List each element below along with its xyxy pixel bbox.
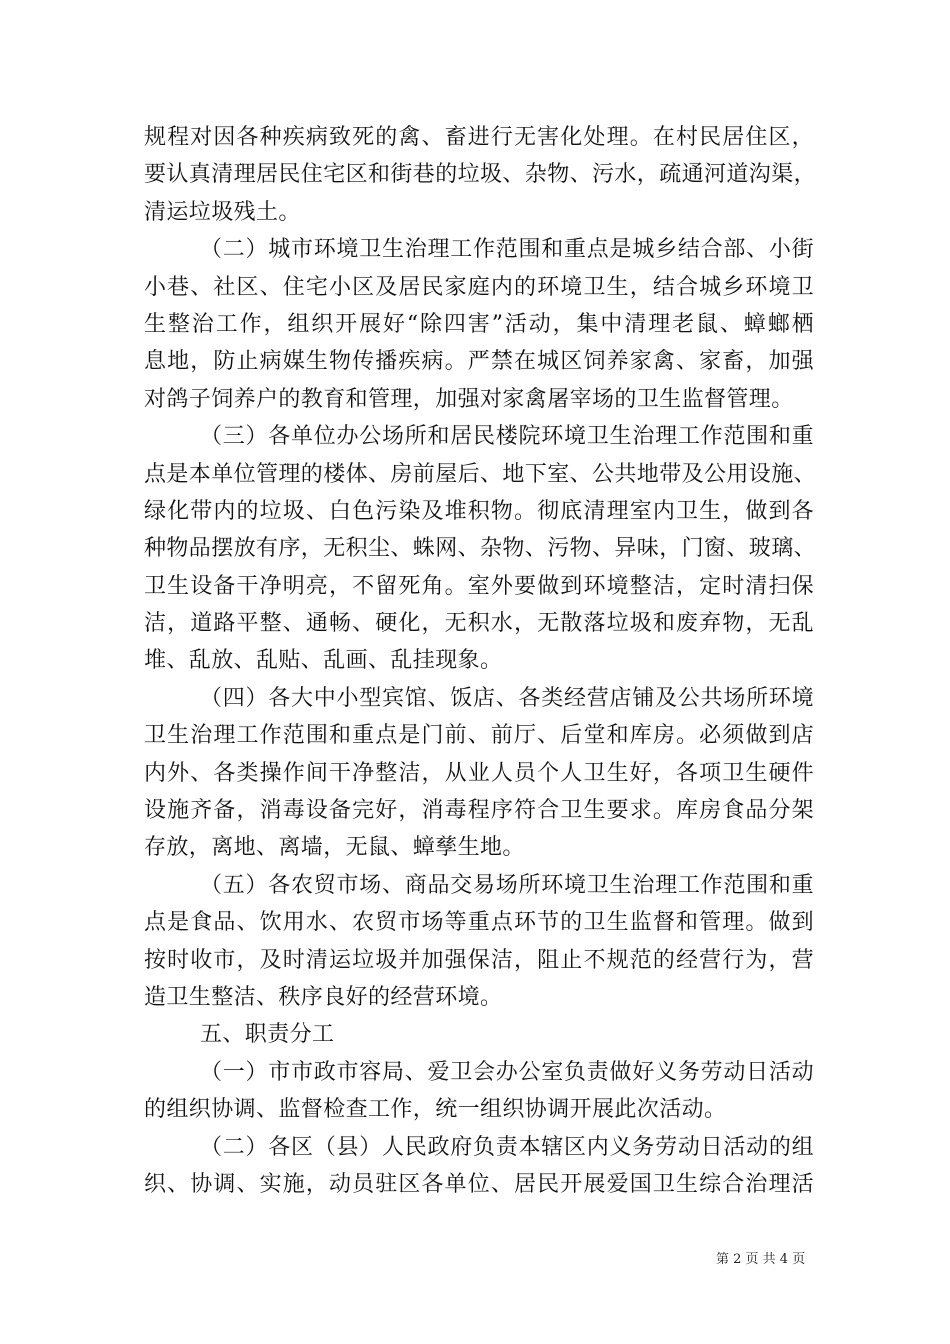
text-line: 生整治工作，组织开展好“除四害”活动，集中清理老鼠、蟑螂栖 xyxy=(144,311,814,337)
text-line: 清运垃圾残土。 xyxy=(144,199,301,225)
text-line: 造卫生整洁、秩序良好的经营环境。 xyxy=(144,984,503,1010)
text-line: 存放，离地、离墙，无鼠、蟑孳生地。 xyxy=(144,835,525,861)
text-line: 堆、乱放、乱贴、乱画、乱挂现象。 xyxy=(144,648,503,674)
text-line: 种物品摆放有序，无积尘、蛛网、杂物、污物、异味，门窗、玻璃、 xyxy=(144,536,817,562)
text-line: 洁，道路平整、通畅、硬化，无积水，无散落垃圾和废弃物，无乱 xyxy=(144,611,814,637)
text-line: 卫生治理工作范围和重点是门前、前厅、后堂和库房。必须做到店 xyxy=(144,723,814,749)
text-line: 对鸽子饲养户的教育和管理，加强对家禽屠宰场的卫生监督管理。 xyxy=(144,386,794,412)
text-line: 小巷、社区、住宅小区及居民家庭内的环境卫生，结合城乡环境卫 xyxy=(144,274,814,300)
text-line: 点是本单位管理的楼体、房前屋后、地下室、公共地带及公用设施、 xyxy=(144,461,817,487)
text-line: 息地，防止病媒生物传播疾病。严禁在城区饲养家禽、家畜，加强 xyxy=(144,349,814,375)
text-line: 按时收市，及时清运垃圾并加强保洁，阻止不规范的经营行为，营 xyxy=(144,947,814,973)
paragraph-start-line: （一）市市政市容局、爱卫会办公室负责做好义务劳动日活动 xyxy=(200,1059,814,1085)
paragraph-start-line: （五）各农贸市场、商品交易场所环境卫生治理工作范围和重 xyxy=(200,872,814,898)
document-body xyxy=(144,119,817,1203)
text-line: 绿化带内的垃圾、白色污染及堆积物。彻底清理室内卫生，做到各 xyxy=(144,498,814,524)
text-line: 卫生设备干净明亮，不留死角。室外要做到环境整洁，定时清扫保 xyxy=(144,573,814,599)
paragraph-start-line: （四）各大中小型宾馆、饭店、各类经营店铺及公共场所环境 xyxy=(200,685,814,711)
text-line: 点是食品、饮用水、农贸市场等重点环节的卫生监督和管理。做到 xyxy=(144,910,814,936)
text-line: 要认真清理居民住宅区和街巷的垃圾、杂物、污水，疏通河道沟渠， xyxy=(144,162,817,188)
page-number: 第 2 页 共 4 页 xyxy=(716,1252,806,1267)
section-heading: 五、职责分工 xyxy=(200,1022,335,1048)
text-line: 内外、各类操作间干净整洁，从业人员个人卫生好，各项卫生硬件 xyxy=(144,760,814,786)
text-line: 的组织协调、监督检查工作，统一组织协调开展此次活动。 xyxy=(144,1097,727,1123)
paragraph-start-line: （二）城市环境卫生治理工作范围和重点是城乡结合部、小街 xyxy=(200,237,814,263)
text-line: 织、协调、实施，动员驻区各单位、居民开展爱国卫生综合治理活 xyxy=(144,1171,814,1197)
text-line: 设施齐备，消毒设备完好，消毒程序符合卫生要求。库房食品分架 xyxy=(144,798,814,824)
paragraph-start-line: （二）各区（县）人民政府负责本辖区内义务劳动日活动的组 xyxy=(200,1134,814,1160)
paragraph-start-line: （三）各单位办公场所和居民楼院环境卫生治理工作范围和重 xyxy=(200,424,814,450)
text-line: 规程对因各种疾病致死的禽、畜进行无害化处理。在村民居住区， xyxy=(144,125,814,150)
